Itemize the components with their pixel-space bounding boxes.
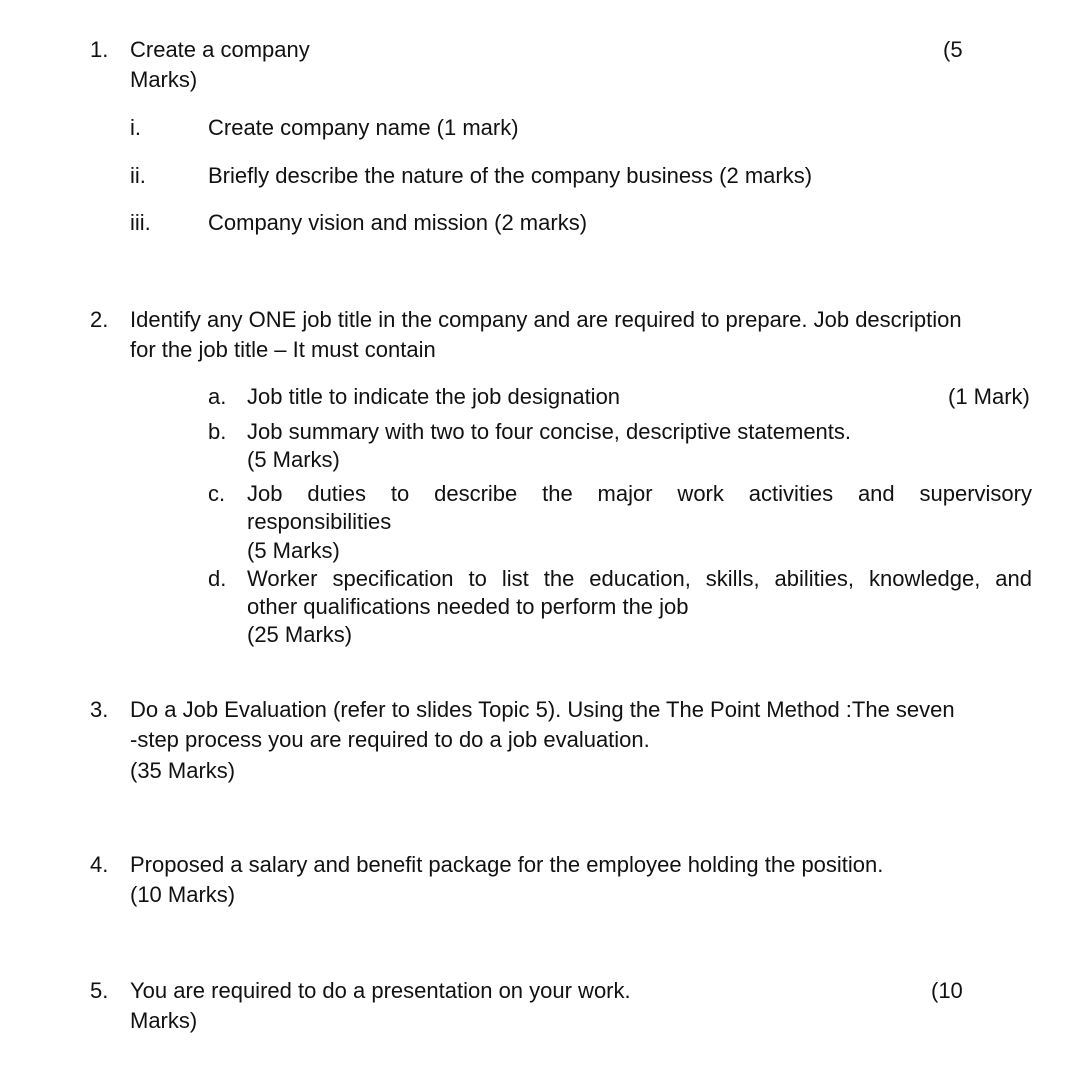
question-text-line: Create a company [130,37,310,62]
item-label: c. [208,481,226,506]
item-label: i. [130,115,141,140]
item-text: (5 Marks) [247,447,340,472]
question-text-line: Do a Job Evaluation (refer to slides Topic 5). Using the The Point Method :The seven [130,697,955,722]
question-number: 5. [90,978,109,1003]
item-text: Job duties to describe the major work activities and supervisory [247,481,1032,506]
item-label: a. [208,384,227,409]
question-text-line: (35 Marks) [130,758,236,783]
item-text: Job summary with two to four concise, descriptive statements. [247,419,852,444]
item-text: Worker specification to list the education, skills, abilities, knowledge, and [247,566,1032,591]
question-number: 4. [90,852,109,877]
item-text: Company vision and mission (2 marks) [208,210,588,235]
question-text-line: Identify any ONE job title in the company and are required to prepare. Job description [130,307,962,332]
question-marks: (10 [931,978,963,1003]
item-text: Briefly describe the nature of the company business (2 marks) [208,163,813,188]
item-text: other qualifications needed to perform the job [247,594,689,619]
item-label: iii. [130,210,151,235]
question-text-line: -step process you are required to do a job evaluation. [130,727,650,752]
question-text-line: You are required to do a presentation on your work. [130,978,631,1003]
question-text-line: Marks) [130,1008,198,1033]
item-text: (25 Marks) [247,622,353,647]
question-text-line: for the job title – It must contain [130,337,436,362]
item-text: responsibilities [247,509,392,534]
item-marks: (1 Mark) [948,384,1030,409]
question-number: 1. [90,37,109,62]
item-text: (5 Marks) [247,538,340,563]
question-marks: (5 [943,37,963,62]
question-text-line: (10 Marks) [130,882,236,907]
item-label: d. [208,566,227,591]
item-text: Create company name (1 mark) [208,115,519,140]
item-text: Job title to indicate the job designation [247,384,621,409]
item-label: b. [208,419,227,444]
item-label: ii. [130,163,146,188]
question-text-line: Marks) [130,67,198,92]
question-number: 2. [90,307,109,332]
question-number: 3. [90,697,109,722]
question-text-line: Proposed a salary and benefit package for the employee holding the position. [130,852,884,877]
